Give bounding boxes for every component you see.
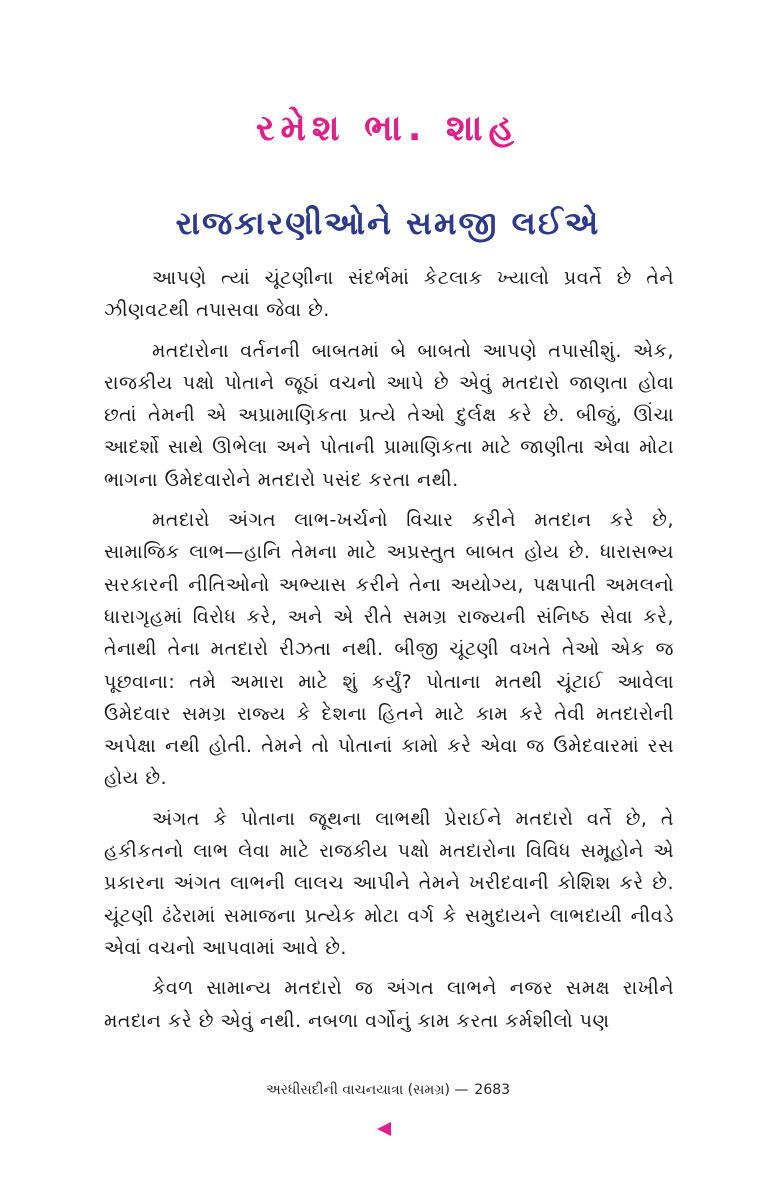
paragraph: આપણે ત્યાં ચૂંટણીના સંદર્ભમાં કેટલાક ખ્યાલો પ્રવર્તે છે તેને ઝીણવટથી તપાસવા જેવા છે. (104, 267, 674, 322)
paragraph: મતદારોના વર્તનની બાબતમાં બે બાબતો આપણે તપાસીશું. એક, રાજકીય પક્ષો પોતાને જૂઠાં વચનો આપે છે એવું મતદારો જાણતા હોવા છતાં તેમની એ અપ્રામાણિકતા પ્રત્યે તેઓ દુર્લક્ષ કરે છે. બીજું, ઊંચા આદર્શો સાથે ઊભેલા અને પોતાની પ્રામાણિકતા માટે જાણીતા એવા મોટા ભાગના ઉમેદવારોને મતદારો પસંદ કરતા નથી. (104, 339, 674, 491)
page-number: 2683 (474, 1082, 511, 1098)
paragraph: અંગત કે પોતાના જૂથના લાભથી પ્રેરાઈને મતદારો વર્તે છે, તે હકીકતનો લાભ લેવા માટે રાજકીય પક્ષો મતદારોના વિવિધ સમૂહોને એ પ્રકારના અંગત લાભની લાલચ આપીને તેમને ખરીદવાની કોશિશ કરે છે. ચૂંટણી ઢંઢેરામાં સમાજના પ્રત્યેક મોટા વર્ગ કે સમુદાયને લાભદાયી નીવડે એવાં વચનો આપવામાં આવે છે. (104, 807, 674, 959)
page-footer (0, 1082, 776, 1098)
paragraph: મતદારો અંગત લાભ-ખર્ચનો વિચાર કરીને મતદાન કરે છે, સામાજિક લાભ—હાનિ તેમના માટે અપ્રસ્તુત બાબત હોય છે. ધારાસભ્ય સરકારની નીતિઓનો અભ્યાસ કરીને તેના અયોગ્ય, પક્ષપાતી અમલનો ધારાગૃહમાં વિરોધ કરે, અને એ રીતે સમગ્ર રાજ્યની સંનિષ્ઠ સેવા કરે, તેનાથી તેના મતદારો રીઝતા નથી. બીજી ચૂંટણી વખતે તેઓ એક જ પૂછવાના: તમે અમારા માટે શું કર્યું? પોતાના મતથી ચૂંટાઈ આવેલા ઉમેદવાર સમગ્ર રાજ્ય કે દેશના હિતને માટે કામ કરે તેવી મતદારોની અપેક્ષા નથી હોતી. તેમને તો પોતાનાં કામો કરે એવા જ ઉમેદવારમાં રસ હોય છે. (104, 509, 674, 790)
previous-page-arrow-icon[interactable] (377, 1122, 391, 1136)
paragraph: કેવળ સામાન્ય મતદારો જ અંગત લાભને નજર સમક્ષ રાખીને મતદાન કરે છે એવું નથી. નબળા વર્ગોનું કામ કરતા કર્મશીલો પણ (104, 977, 674, 1032)
article-title: રાજકારણીઓને સમજી લઈએ (175, 204, 601, 242)
author-name: રમેશ ભા. શાહ (255, 108, 521, 149)
article-body (104, 262, 674, 1045)
book-title: અરધીસદીની વાચનયાત્રા (સમગ્ર) — (265, 1082, 469, 1098)
